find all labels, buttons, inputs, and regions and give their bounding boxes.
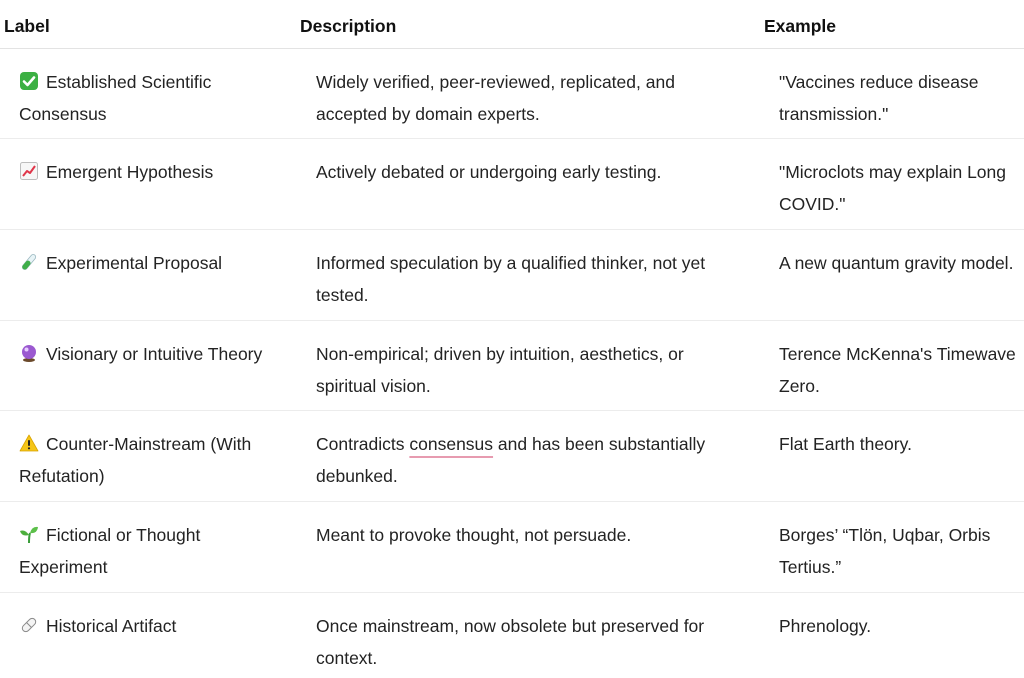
label-cell: Historical Artifact xyxy=(19,610,289,642)
crystal-ball-icon xyxy=(19,343,41,363)
description-cell: Contradicts consensus and has been substantially debunked. xyxy=(316,434,706,486)
description-cell: Actively debated or undergoing early testing. xyxy=(316,162,662,182)
table-row xyxy=(0,229,1024,321)
example-cell: Phrenology. xyxy=(779,616,872,636)
label-cell: Counter-Mainstream (With Refutation) xyxy=(19,434,252,486)
example-cell: Terence McKenna's Timewave Zero. xyxy=(779,344,1016,396)
pill-icon xyxy=(19,615,41,635)
table-row xyxy=(0,410,1024,502)
example-cell: "Microclots may explain Long COVID." xyxy=(779,162,1007,214)
description-cell: Meant to provoke thought, not persuade. xyxy=(316,525,632,545)
header-description: Description xyxy=(300,16,397,36)
example-cell: Borges’ “Tlön, Uqbar, Orbis Tertius.” xyxy=(779,525,991,577)
spellcheck-flagged-word[interactable]: consensus xyxy=(409,434,494,454)
description-cell: Non-empirical; driven by intuition, aesthetics, or spiritual vision. xyxy=(316,344,684,396)
table-row xyxy=(0,138,1024,230)
description-cell: Once mainstream, now obsolete but preserved for context. xyxy=(316,616,705,668)
test-tube-icon xyxy=(19,252,41,272)
table-header xyxy=(0,0,1024,49)
table-row xyxy=(0,501,1024,593)
chart-increasing-icon xyxy=(19,161,41,181)
example-cell: Flat Earth theory. xyxy=(779,434,912,454)
example-cell: "Vaccines reduce disease transmission." xyxy=(779,72,979,124)
warning-icon xyxy=(19,433,41,453)
example-cell: A new quantum gravity model. xyxy=(779,253,1014,273)
label-cell: Fictional or Thought Experiment xyxy=(19,525,201,577)
table-row xyxy=(0,320,1024,411)
table-row xyxy=(0,592,1024,678)
seedling-icon xyxy=(19,524,41,544)
label-cell: Experimental Proposal xyxy=(19,247,289,279)
header-label: Label xyxy=(4,16,50,36)
label-cell: Emergent Hypothesis xyxy=(19,156,289,188)
label-cell: Established Scientific Consensus xyxy=(19,72,212,124)
description-cell: Widely verified, peer-reviewed, replicated, and accepted by domain experts. xyxy=(316,72,675,124)
description-cell: Informed speculation by a qualified thinker, not yet tested. xyxy=(316,253,706,305)
table-row xyxy=(0,48,1024,139)
check-mark-icon xyxy=(19,71,41,91)
header-example: Example xyxy=(764,16,836,36)
label-cell: Visionary or Intuitive Theory xyxy=(19,338,289,370)
